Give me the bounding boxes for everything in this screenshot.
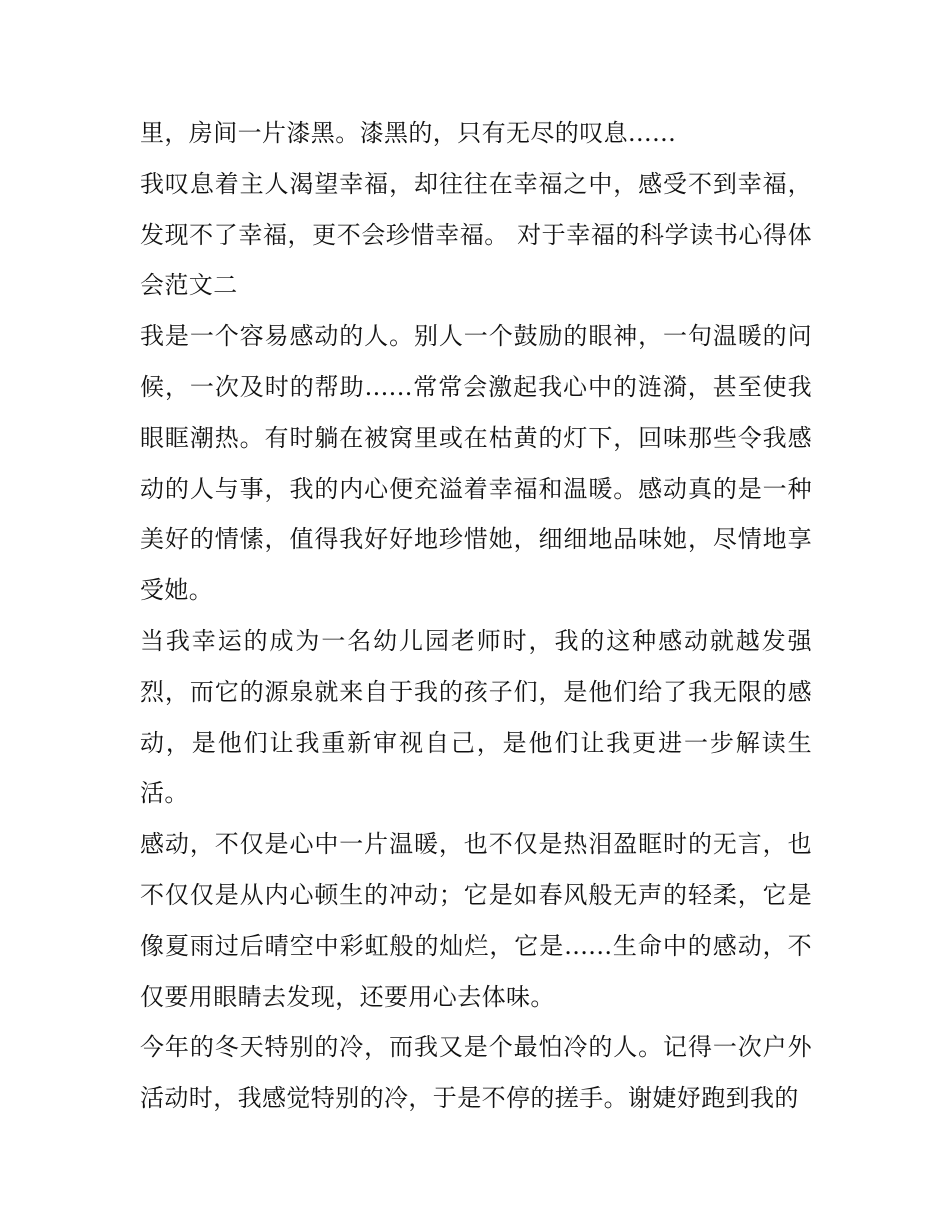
paragraph-4: 当我幸运的成为一名幼儿园老师时，我的这种感动就越发强烈，而它的源泉就来自于我的孩子们，是他们给了我无限的感动，是他们让我重新审视自己，是他们让我更进一步解读生活。	[140, 626, 812, 808]
paragraph-3: 我是一个容易感动的人。别人一个鼓励的眼神，一句温暖的问候，一次及时的帮助......常常会激起我心中的涟漪，甚至使我眼眶潮热。有时躺在被窝里或在枯黄的灯下，回味那些令我感动的人与事，我的内心便充溢着幸福和温暖。感动真的是一种美好的情愫，值得我好好地珍惜她，细细地品味她，尽情地享受她。	[140, 322, 812, 605]
paragraph-6: 今年的冬天特别的冷，而我又是个最怕冷的人。记得一次户外活动时，我感觉特别的冷，于是不停的搓手。谢婕妤跑到我的	[140, 1033, 812, 1113]
paragraph-2: 我叹息着主人渴望幸福，却往往在幸福之中，感受不到幸福，发现不了幸福，更不会珍惜幸福。 对于幸福的科学读书心得体会范文二	[140, 169, 812, 300]
paragraph-1: 里，房间一片漆黑。漆黑的，只有无尽的叹息......	[140, 119, 677, 147]
document-body	[140, 108, 812, 1124]
paragraph-5: 感动，不仅是心中一片温暖，也不仅是热泪盈眶时的无言，也不仅仅是从内心顿生的冲动；它是如春风般无声的轻柔，它是像夏雨过后晴空中彩虹般的灿烂，它是......生命中的感动，不仅要用眼睛去发现，还要用心去体味。	[140, 830, 812, 1011]
